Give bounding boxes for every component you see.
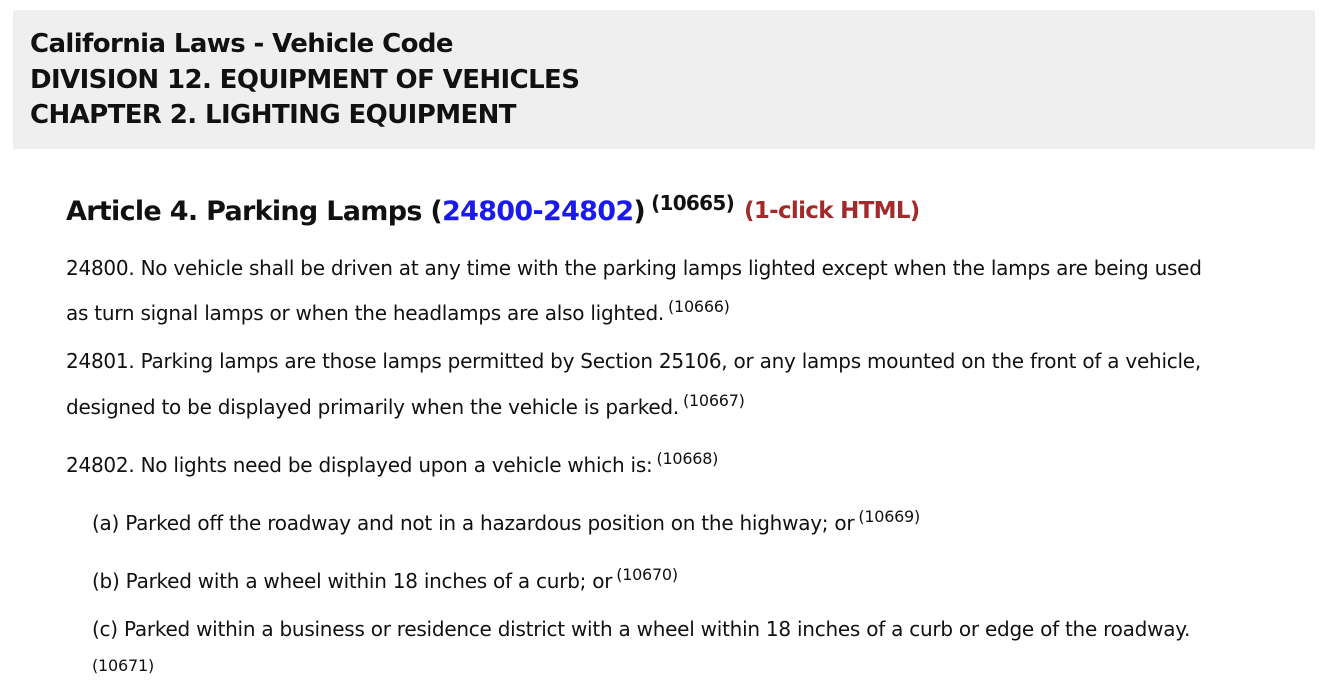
section-24801-line2 [66, 391, 745, 421]
subsection-b-ref: (10670) [616, 565, 678, 584]
section-24801-line1: 24801. Parking lamps are those lamps permitted by Section 25106, or any lamps mounted on the front of a vehicle, [66, 349, 1201, 373]
subsection-b [92, 565, 678, 595]
section-range-link[interactable]: 24800-24802 [442, 196, 634, 227]
section-24801-text: designed to be displayed primarily when the vehicle is parked. [66, 395, 679, 419]
section-24802-ref: (10668) [656, 449, 719, 468]
subsection-a-ref: (10669) [858, 507, 920, 526]
subsection-c-ref: (10671) [92, 656, 154, 675]
subsection-a [92, 507, 920, 537]
section-24802 [66, 449, 719, 479]
subsection-c-text: (c) Parked within a business or residence district with a wheel within 18 inches of a curb or edge of the roadway. [92, 617, 1191, 641]
section-24800-line1: 24800. No vehicle shall be driven at any time with the parking lamps lighted except when the lamps are being used [66, 256, 1202, 280]
subsection-a-text: (a) Parked off the roadway and not in a hazardous position on the highway; or [92, 511, 855, 535]
subsection-b-text: (b) Parked with a wheel within 18 inches of a curb; or [92, 569, 613, 593]
chapter-title: CHAPTER 2. LIGHTING EQUIPMENT [30, 100, 516, 130]
section-24800-ref: (10666) [668, 297, 730, 316]
one-click-html-link[interactable]: (1-click HTML) [744, 198, 920, 224]
section-24801-ref: (10667) [683, 391, 745, 410]
article-title-prefix: Article 4. Parking Lamps ( [66, 196, 443, 227]
section-24800-line2 [66, 297, 730, 327]
code-title: California Laws - Vehicle Code [30, 29, 453, 59]
code-header [13, 10, 1315, 149]
section-24800-text: as turn signal lamps or when the headlamps are also lighted. [66, 301, 665, 325]
division-title: DIVISION 12. EQUIPMENT OF VEHICLES [30, 65, 580, 95]
section-24802-text: 24802. No lights need be displayed upon a vehicle which is: [66, 453, 653, 477]
article-title-suffix: ) [633, 196, 646, 227]
article-heading [66, 191, 920, 230]
article-ref-number: (10665) [651, 191, 735, 215]
